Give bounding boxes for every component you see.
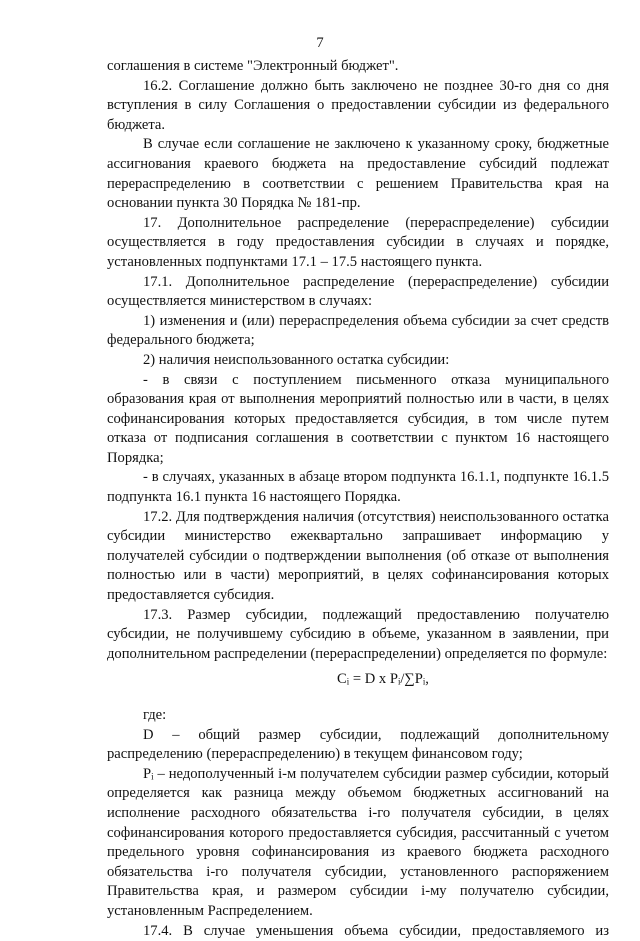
paragraph: D – общий размер субсидии, подлежащий дополнительному распределению (перераспределению) в текущем финансовом году; bbox=[107, 726, 609, 763]
page-number: 7 bbox=[316, 35, 324, 51]
paragraph: В случае если соглашение не заключено к указанному сроку, бюджетные ассигнования краевого бюджета на предоставление субсидий подлежат перераспределению в соответствии с решением Правительства края на основании пункта 30 Порядка № 181-пр. bbox=[107, 136, 609, 212]
paragraph: 16.2. Соглашение должно быть заключено не позднее 30-го дня со дня вступления в силу Соглашения о предоставлении субсидии из федерального бюджета. bbox=[107, 77, 609, 133]
paragraph: соглашения в системе "Электронный бюджет". bbox=[107, 58, 399, 74]
paragraph: 17.3. Размер субсидии, подлежащий предоставлению получателю субсидии, не получившему субсидию в объеме, указанном в заявлении, при дополнительном распределении (перераспределении) определяется по формуле: bbox=[107, 606, 609, 662]
paragraph: 17.4. В случае уменьшения объема субсидии, предоставляемого из bbox=[143, 922, 609, 939]
where-label: где: bbox=[143, 707, 167, 723]
paragraph: - в случаях, указанных в абзаце втором подпункта 16.1.1, подпункте 16.1.5 подпункта 16.1 пункта 16 настоящего Порядка. bbox=[107, 469, 609, 506]
paragraph: 17.2. Для подтверждения наличия (отсутствия) неиспользованного остатка субсидии министерство ежеквартально запрашивает информацию у получателей субсидии о подтверждении выполнения (об отказе от выполнения полностью или в части) мероприятий, в целях софинансирования которых предоставляется субсидия. bbox=[107, 508, 609, 604]
paragraph: 17. Дополнительное распределение (перераспределение) субсидии осуществляется в году предоставления субсидии в случаях и порядке, установленных подпунктами 17.1 – 17.5 настоящего пункта. bbox=[107, 214, 609, 270]
paragraph: 2) наличия неиспользованного остатка субсидии: bbox=[143, 351, 450, 368]
formula: Cᵢ = D x Pᵢ/∑Pᵢ, bbox=[337, 671, 429, 688]
paragraph: Pᵢ – недополученный i-м получателем субсидии размер субсидии, который определяется как разница между объемом бюджетных ассигнований на исполнение расходного обязательства i-го получателя субсидии, в целях софинансирования которого предоставляется субсидия, рассчитанный с учетом предельного уровня софинансирования из краевого бюджета расходного обязательства i-го получателя субсидии, установленного распоряжением Правительства края, и размером субсидии i-му получателю субсидии, установленным Распределением. bbox=[107, 765, 609, 919]
paragraph: 1) изменения и (или) перераспределения объема субсидии за счет средств федерального бюджета; bbox=[107, 312, 609, 349]
document-body bbox=[107, 57, 609, 941]
paragraph: 17.1. Дополнительное распределение (перераспределение) субсидии осуществляется министерством в случаях: bbox=[107, 273, 609, 310]
paragraph: - в связи с поступлением письменного отказа муниципального образования края от выполнения мероприятий полностью или в части, в целях софинансирования которых предоставляется субсидия, в том числе путем отказа от подписания соглашения в соответствии с пунктом 16 настоящего Порядка; bbox=[107, 371, 609, 466]
